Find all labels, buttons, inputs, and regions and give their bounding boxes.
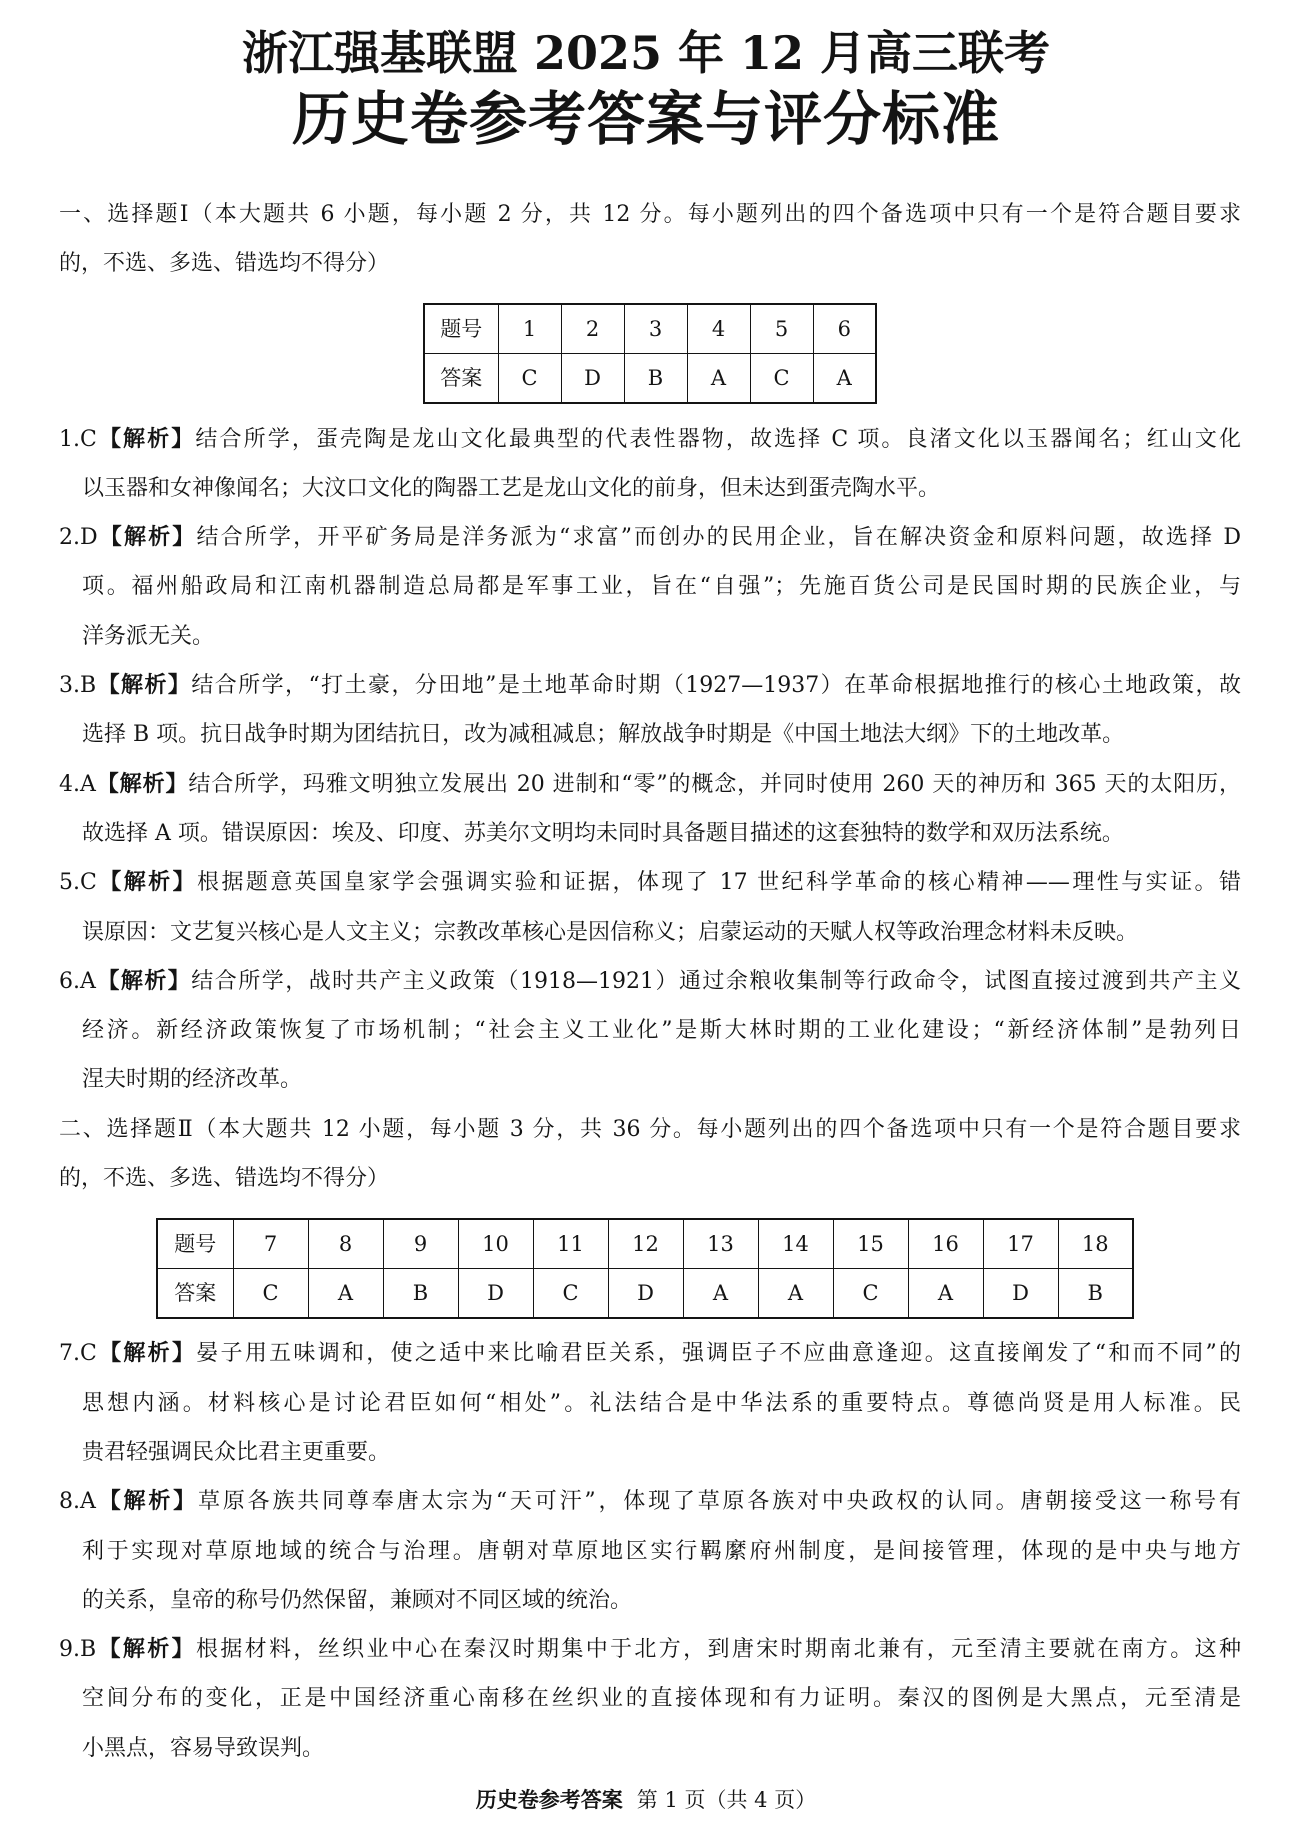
- question-number-cell: 14: [758, 1219, 833, 1269]
- answer-cell: B: [383, 1269, 458, 1319]
- question-number-cell: 3: [624, 304, 687, 354]
- row-label: 题号: [424, 304, 498, 354]
- question-number-cell: 5: [750, 304, 813, 354]
- item-line: [59, 513, 1241, 562]
- section-1-instructions: [59, 190, 1241, 289]
- item-number: 6.A: [59, 968, 96, 994]
- table-row-answers: [424, 353, 876, 403]
- item-line: 误原因：文艺复兴核心是人文主义；宗教改革核心是因信称义；启蒙运动的天赋人权等政治理念材料未反映。: [82, 919, 1139, 945]
- analysis-label: 【解析】: [96, 425, 196, 452]
- analysis-label: 【解析】: [96, 869, 198, 896]
- answer-item-2: [59, 513, 1241, 661]
- item-line: 项。福州船政局和江南机器制造总局都是军事工业，旨在“自强”；先施百货公司是民国时期的民族企业，与: [82, 574, 1241, 600]
- answer-item-4: [59, 760, 1241, 859]
- item-text: 结合所学，蛋壳陶是龙山文化最典型的代表性器物，故选择 C 项。良渚文化以玉器闻名；红山文化: [195, 426, 1241, 452]
- answer-item-1: [59, 415, 1241, 514]
- answer-table-1: [423, 303, 877, 404]
- question-number-cell: 6: [813, 304, 876, 354]
- item-text: 结合所学，战时共产主义政策（1918—1921）通过余粮收集制等行政命令，试图直接过渡到共产主义: [191, 968, 1241, 994]
- section-1-explanations: [59, 415, 1241, 1105]
- item-line: [59, 1477, 1241, 1526]
- item-line: [59, 1625, 1241, 1674]
- question-number-cell: 13: [683, 1219, 758, 1269]
- section-2-explanations: [59, 1329, 1241, 1773]
- question-number-cell: 7: [233, 1219, 308, 1269]
- item-line: 利于实现对草原地域的统合与治理。唐朝对草原地区实行羁縻府州制度，是间接管理，体现的是中央与地方: [82, 1538, 1241, 1564]
- item-line: 故选择 A 项。错误原因：埃及、印度、苏美尔文明均未同时具备题目描述的这套独特的数学和双历法系统。: [82, 820, 1124, 846]
- question-number-cell: 12: [608, 1219, 683, 1269]
- table-row-answers: [157, 1269, 1133, 1319]
- question-number-cell: 17: [983, 1219, 1058, 1269]
- row-label: 答案: [157, 1269, 233, 1319]
- analysis-label: 【解析】: [97, 524, 197, 551]
- question-number-cell: 4: [687, 304, 750, 354]
- item-text: 结合所学，玛雅文明独立发展出 20 进制和“零”的概念，并同时使用 260 天的神历和 365 天的太阳历，: [188, 771, 1241, 797]
- item-number: 9.B: [59, 1637, 97, 1663]
- document-subtitle: 历史卷参考答案与评分标准: [291, 85, 1000, 153]
- answer-cell: D: [608, 1269, 683, 1319]
- item-line: [59, 1329, 1241, 1378]
- answer-cell: C: [750, 353, 813, 403]
- answer-item-7: [59, 1329, 1241, 1477]
- row-label: 题号: [157, 1219, 233, 1269]
- page-number: 第 1 页（共 4 页）: [636, 1788, 817, 1812]
- analysis-label: 【解析】: [95, 1488, 198, 1515]
- analysis-label: 【解析】: [95, 770, 189, 797]
- answer-item-6: [59, 957, 1241, 1105]
- item-number: 2.D: [59, 525, 98, 551]
- item-line: 思想内涵。材料核心是讨论君臣如何“相处”。礼法结合是中华法系的重要特点。尊德尚贤是用人标准。民: [82, 1390, 1241, 1416]
- item-line: 涅夫时期的经济改革。: [82, 1067, 303, 1093]
- item-line: 空间分布的变化，正是中国经济重心南移在丝织业的直接体现和有力证明。秦汉的图例是大黑点，元至清是: [82, 1686, 1241, 1712]
- answer-cell: A: [813, 353, 876, 403]
- item-number: 7.C: [59, 1341, 97, 1367]
- section-1-line: 的，不选、多选、错选均不得分）: [59, 251, 390, 277]
- item-line: [59, 760, 1241, 809]
- item-number: 5.C: [59, 870, 97, 896]
- document-body: [59, 190, 1241, 1773]
- answer-cell: A: [308, 1269, 383, 1319]
- item-number: 4.A: [59, 771, 96, 797]
- table-row-question-numbers: [157, 1219, 1133, 1269]
- item-text: 晏子用五味调和，使之适中来比喻君臣关系，强调臣子不应曲意逢迎。这直接阐发了“和而不同”的: [196, 1341, 1241, 1367]
- answer-cell: A: [758, 1269, 833, 1319]
- question-number-cell: 11: [533, 1219, 608, 1269]
- item-number: 3.B: [59, 673, 97, 699]
- answer-cell: C: [233, 1269, 308, 1319]
- item-line: 经济。新经济政策恢复了市场机制；“社会主义工业化”是斯大林时期的工业化建设；“新经济体制”是勃列日: [82, 1018, 1241, 1044]
- answer-cell: B: [624, 353, 687, 403]
- answer-cell: D: [983, 1269, 1058, 1319]
- item-line: [59, 415, 1241, 464]
- analysis-label: 【解析】: [96, 1340, 197, 1367]
- exam-title: 浙江强基联盟 2025 年 12 月高三联考: [241, 26, 1051, 80]
- analysis-label: 【解析】: [96, 1636, 196, 1663]
- item-line: 贵君轻强调民众比君主更重要。: [82, 1439, 391, 1465]
- item-line: [59, 957, 1241, 1006]
- section-2-instructions: [59, 1105, 1241, 1204]
- question-number-cell: 15: [833, 1219, 908, 1269]
- page-footer: [0, 1785, 1292, 1815]
- answer-item-5: [59, 858, 1241, 957]
- item-number: 8.A: [59, 1489, 96, 1515]
- item-line: 的关系，皇帝的称号仍然保留，兼顾对不同区域的统治。: [82, 1587, 633, 1613]
- answer-cell: A: [687, 353, 750, 403]
- item-text: 结合所学，开平矿务局是洋务派为“求富”而创办的民用企业，旨在解决资金和原料问题，故选择 D: [196, 525, 1241, 551]
- answer-cell: A: [683, 1269, 758, 1319]
- item-line: 小黑点，容易导致误判。: [82, 1735, 325, 1761]
- answer-item-8: [59, 1477, 1241, 1625]
- answer-item-3: [59, 661, 1241, 760]
- item-text: 根据材料，丝织业中心在秦汉时期集中于北方，到唐宋时期南北兼有，元至清主要就在南方。这种: [195, 1637, 1241, 1663]
- analysis-label: 【解析】: [96, 672, 192, 699]
- answer-cell: B: [1058, 1269, 1133, 1319]
- answer-cell: C: [833, 1269, 908, 1319]
- question-number-cell: 18: [1058, 1219, 1133, 1269]
- answer-item-9: [59, 1625, 1241, 1773]
- answer-cell: A: [908, 1269, 983, 1319]
- question-number-cell: 9: [383, 1219, 458, 1269]
- item-line: 选择 B 项。抗日战争时期为团结抗日，改为减租减息；解放战争时期是《中国土地法大纲》下的土地改革。: [82, 722, 1125, 748]
- item-line: [59, 858, 1241, 907]
- item-line: 以玉器和女神像闻名；大汶口文化的陶器工艺是龙山文化的前身，但未达到蛋壳陶水平。: [82, 475, 941, 501]
- answer-table-2: [156, 1218, 1134, 1319]
- answer-cell: D: [458, 1269, 533, 1319]
- item-text: 草原各族共同尊奉唐太宗为“天可汗”，体现了草原各族对中央政权的认同。唐朝接受这一称号有: [198, 1489, 1241, 1515]
- item-line: 洋务派无关。: [82, 623, 215, 649]
- section-2-line: 二、选择题Ⅱ（本大题共 12 小题，每小题 3 分，共 36 分。每小题列出的四个备选项中只有一个是符合题目要求: [59, 1116, 1241, 1142]
- answer-cell: D: [561, 353, 624, 403]
- question-number-cell: 8: [308, 1219, 383, 1269]
- question-number-cell: 16: [908, 1219, 983, 1269]
- row-label: 答案: [424, 353, 498, 403]
- answer-cell: C: [498, 353, 561, 403]
- item-number: 1.C: [59, 426, 97, 452]
- section-2-line: 的，不选、多选、错选均不得分）: [59, 1166, 390, 1192]
- section-1-line: 一、选择题Ⅰ（本大题共 6 小题，每小题 2 分，共 12 分。每小题列出的四个备选项中只有一个是符合题目要求: [59, 202, 1241, 227]
- answer-cell: C: [533, 1269, 608, 1319]
- table-row-question-numbers: [424, 304, 876, 354]
- question-number-cell: 1: [498, 304, 561, 354]
- item-text: 根据题意英国皇家学会强调实验和证据，体现了 17 世纪科学革命的核心精神——理性与实证。错: [197, 870, 1241, 896]
- footer-document-name: 历史卷参考答案: [475, 1787, 623, 1812]
- question-number-cell: 10: [458, 1219, 533, 1269]
- item-line: [59, 661, 1241, 710]
- item-text: 结合所学，“打土豪，分田地”是土地革命时期（1927—1937）在革命根据地推行的核心土地政策，故: [191, 673, 1241, 699]
- question-number-cell: 2: [561, 304, 624, 354]
- analysis-label: 【解析】: [95, 967, 192, 994]
